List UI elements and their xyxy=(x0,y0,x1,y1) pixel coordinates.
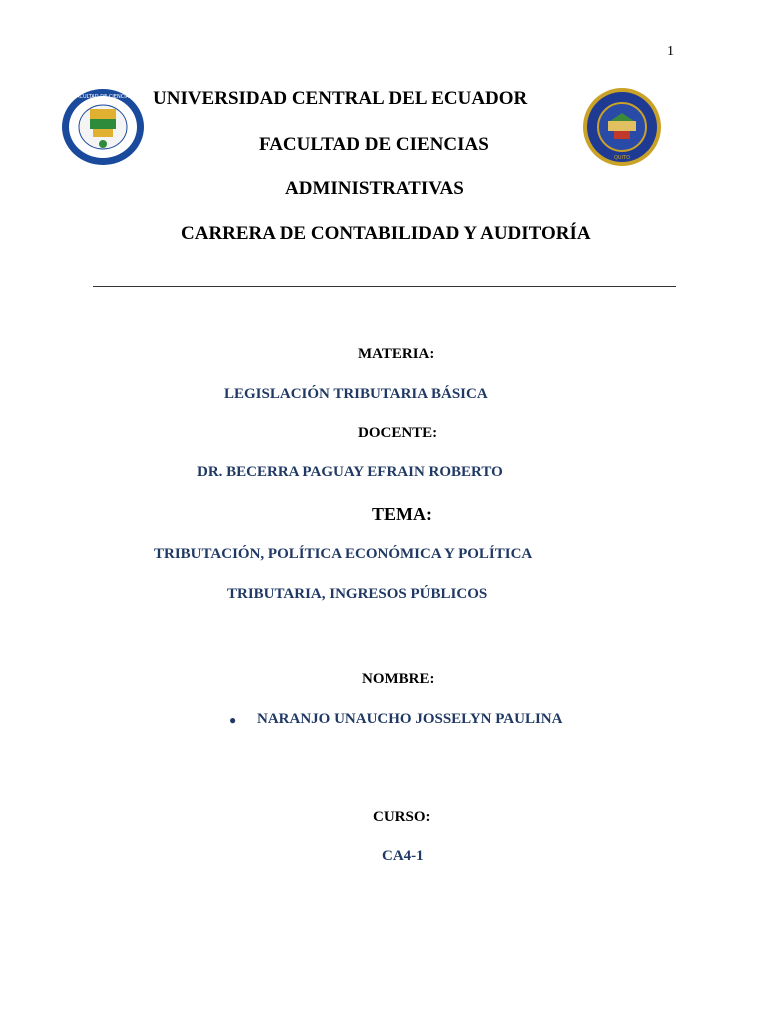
nombre-value: NARANJO UNAUCHO JOSSELYN PAULINA xyxy=(257,711,563,727)
tema-value-line1: TRIBUTACIÓN, POLÍTICA ECONÓMICA Y POLÍTICA xyxy=(154,546,533,562)
svg-text:QUITO: QUITO xyxy=(613,155,631,161)
nombre-label: NOMBRE: xyxy=(362,671,435,687)
bullet-icon: ● xyxy=(229,713,237,727)
docente-label: DOCENTE: xyxy=(358,425,438,441)
faculty-name-line1: FACULTAD DE CIENCIAS xyxy=(259,134,489,155)
page-number: 1 xyxy=(667,44,674,59)
docente-value: DR. BECERRA PAGUAY EFRAIN ROBERTO xyxy=(197,464,503,480)
curso-value: CA4-1 xyxy=(382,848,424,864)
faculty-name-line2: ADMINISTRATIVAS xyxy=(285,178,464,199)
university-name: UNIVERSIDAD CENTRAL DEL ECUADOR xyxy=(153,88,528,109)
university-seal-icon xyxy=(582,87,662,167)
header-divider xyxy=(93,286,676,287)
tema-label: TEMA: xyxy=(372,504,432,524)
career-name: CARRERA DE CONTABILIDAD Y AUDITORÍA xyxy=(181,223,591,244)
curso-label: CURSO: xyxy=(373,809,431,825)
faculty-seal-icon xyxy=(60,87,146,167)
tema-value-line2: TRIBUTARIA, INGRESOS PÚBLICOS xyxy=(227,586,488,602)
materia-value: LEGISLACIÓN TRIBUTARIA BÁSICA xyxy=(224,386,488,402)
materia-label: MATERIA: xyxy=(358,346,435,362)
svg-text:FACULTAD DE CIENCIAS: FACULTAD DE CIENCIAS xyxy=(73,94,133,100)
